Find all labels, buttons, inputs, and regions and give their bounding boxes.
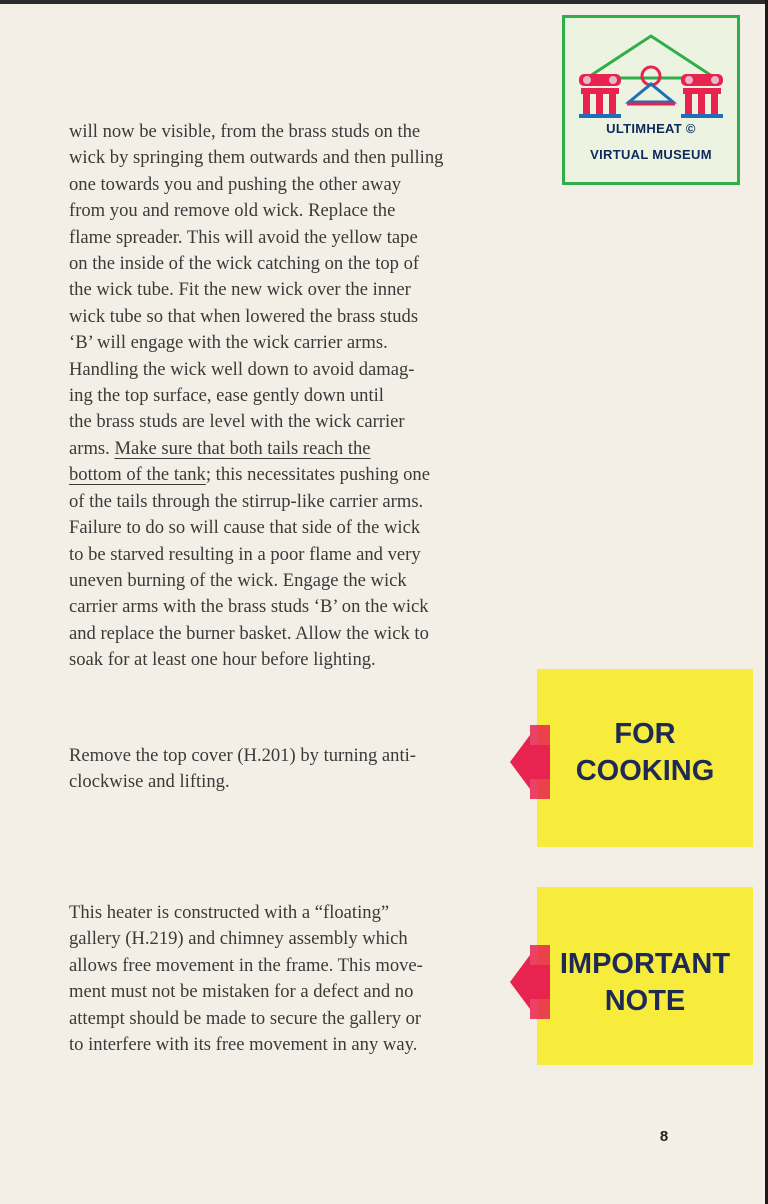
text-line: from you and remove old wick. Replace the (69, 200, 396, 222)
sticker-label-line-1: FOR (614, 718, 676, 750)
text-line: wick by springing them outwards and then pulling (69, 147, 444, 169)
underlined-warning: Make sure that both tails reach the (114, 437, 371, 459)
text-line: This heater is constructed with a “floating” (69, 902, 390, 923)
text-line: the brass studs are level with the wick carrier (69, 411, 405, 433)
text-line: on the inside of the wick catching on the top of (69, 253, 420, 275)
text-segment: ; this necessitates pushing one (205, 464, 430, 486)
body-paragraph-wick-replacement (69, 119, 475, 674)
text-line: gallery (H.219) and chimney assembly which (69, 928, 408, 950)
text-line (69, 462, 475, 488)
logo-line-1: ULTIMHEAT © (606, 121, 696, 136)
museum-logo (562, 15, 740, 185)
text-line: Remove the top cover (H.201) by turning anti- (69, 745, 416, 766)
text-line: wick tube so that when lowered the brass studs (69, 305, 419, 327)
sticker-label-line-2: NOTE (604, 985, 686, 1017)
text-line: carrier arms with the brass studs ‘B’ on the wick (69, 596, 429, 618)
body-paragraph-important-note (69, 900, 475, 1058)
text-line: ‘B’ will engage with the wick carrier arms. (69, 332, 388, 354)
text-line: and replace the burner basket. Allow the wick to (69, 622, 429, 644)
text-line: will now be visible, from the brass studs on the (69, 121, 421, 142)
text-line: Failure to do so will cause that side of the wick (69, 517, 421, 539)
text-line: ing the top surface, ease gently down until (69, 385, 384, 407)
text-segment: arms. (69, 437, 115, 459)
important-note-tab (537, 887, 753, 1065)
underlined-warning: bottom of the tank (69, 464, 206, 486)
text-line: allows free movement in the frame. This move- (69, 954, 423, 976)
text-line: Handling the wick well down to avoid damag- (69, 358, 415, 380)
body-paragraph-cooking (69, 743, 475, 796)
text-line: one towards you and pushing the other away (69, 173, 402, 195)
text-line: uneven burning of the wick. Engage the wick (69, 569, 407, 591)
sticker-label-line-2: COOKING (575, 755, 715, 787)
text-line: soak for at least one hour before lighting. (69, 649, 376, 671)
text-line: flame spreader. This will avoid the yellow tape (69, 226, 418, 248)
for-cooking-tab (537, 669, 753, 847)
text-line: to interfere with its free movement in any way. (69, 1034, 418, 1056)
sticker-label-line-1: IMPORTANT (559, 948, 731, 980)
text-line: to be starved resulting in a poor flame and very (69, 543, 421, 565)
text-line: clockwise and lifting. (69, 771, 230, 793)
text-line: ment must not be mistaken for a defect and no (69, 981, 414, 1003)
page-top-border (0, 0, 768, 4)
page-number: 8 (659, 1128, 669, 1145)
text-line (69, 436, 475, 462)
text-line: of the tails through the stirrup-like carrier arms. (69, 490, 424, 512)
text-line: the wick tube. Fit the new wick over the inner (69, 279, 411, 301)
text-line: attempt should be made to secure the gallery or (69, 1007, 422, 1029)
logo-line-2: VIRTUAL MUSEUM (590, 147, 712, 162)
